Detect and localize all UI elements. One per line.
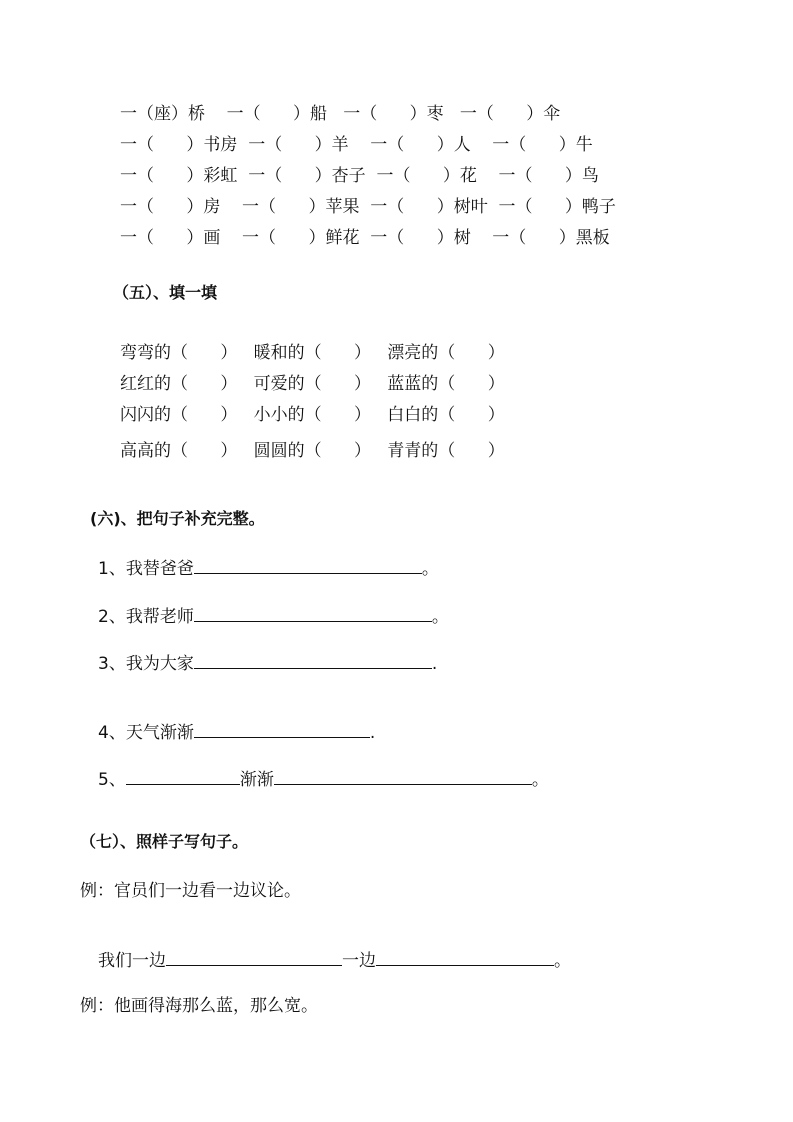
sentence-prefix: 4、天气渐渐 bbox=[98, 723, 194, 743]
sentence-prefix: 2、我帮老师 bbox=[98, 607, 194, 627]
measure-word-row: 一（座）桥 一（ ）船 一（ ）枣 一（ ）伞 bbox=[120, 104, 561, 124]
sentence-item-1 bbox=[98, 556, 439, 580]
answer-blank[interactable] bbox=[274, 767, 532, 785]
answer-blank[interactable] bbox=[194, 604, 432, 622]
answer-blank[interactable] bbox=[194, 556, 422, 574]
sentence-item-5 bbox=[98, 767, 549, 791]
section-6-heading: (六)、把句子补充完整。 bbox=[90, 509, 265, 528]
sentence-prefix: 5、 bbox=[98, 770, 126, 790]
sentence-end: 。 bbox=[431, 607, 449, 627]
sentence-prefix: 3、我为大家 bbox=[98, 654, 194, 674]
sentence-end: 。 bbox=[531, 770, 549, 790]
measure-word-row: 一（ ）画 一（ ）鲜花 一（ ）树 一（ ）黑板 bbox=[120, 228, 610, 248]
section-5-heading: （五）、填一填 bbox=[113, 283, 218, 302]
answer-blank[interactable] bbox=[376, 948, 554, 966]
measure-word-row: 一（ ）彩虹 一（ ）杏子 一（ ）花 一（ ）鸟 bbox=[120, 166, 599, 186]
practice-end: 。 bbox=[554, 951, 571, 971]
fill-row: 红红的（ ） 可爱的（ ） 蓝蓝的（ ） bbox=[120, 374, 505, 394]
answer-blank[interactable] bbox=[194, 720, 370, 738]
practice-middle: 一边 bbox=[342, 951, 376, 971]
sentence-prefix: 1、我替爸爸 bbox=[98, 559, 194, 579]
sentence-item-2 bbox=[98, 604, 449, 628]
sentence-end: . bbox=[369, 723, 376, 743]
answer-blank[interactable] bbox=[194, 651, 432, 669]
sentence-item-3 bbox=[98, 651, 437, 675]
practice-prefix: 我们一边 bbox=[98, 951, 166, 971]
example-sentence: 例：他画得海那么蓝，那么宽。 bbox=[80, 996, 318, 1016]
example-sentence: 例：官员们一边看一边议论。 bbox=[80, 881, 301, 901]
answer-blank[interactable] bbox=[126, 767, 240, 785]
fill-row: 弯弯的（ ） 暖和的（ ） 漂亮的（ ） bbox=[120, 343, 505, 363]
measure-word-row: 一（ ）书房 一（ ）羊 一（ ）人 一（ ）牛 bbox=[120, 135, 593, 155]
fill-row: 高高的（ ） 圆圆的（ ） 青青的（ ） bbox=[120, 441, 505, 461]
sentence-middle: 渐渐 bbox=[239, 770, 274, 790]
measure-word-row: 一（ ）房 一（ ）苹果 一（ ）树叶 一（ ）鸭子 bbox=[120, 197, 616, 217]
practice-sentence bbox=[98, 948, 571, 972]
sentence-item-4 bbox=[98, 720, 375, 744]
sentence-end: . bbox=[431, 654, 438, 674]
answer-blank[interactable] bbox=[166, 948, 342, 966]
section-7-heading: （七）、照样子写句子。 bbox=[80, 832, 249, 851]
sentence-end: 。 bbox=[421, 559, 439, 579]
fill-row: 闪闪的（ ） 小小的（ ） 白白的（ ） bbox=[120, 405, 505, 425]
